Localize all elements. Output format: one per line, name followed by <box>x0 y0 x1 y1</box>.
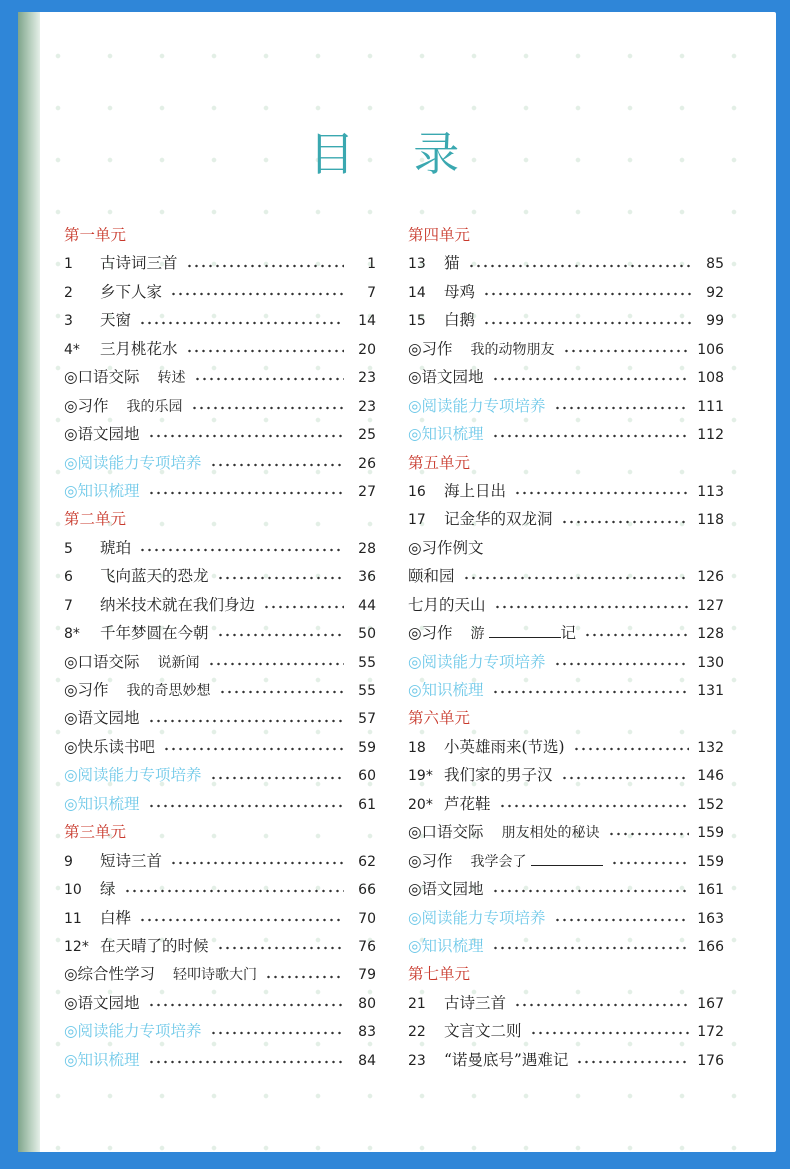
page-number: 84 <box>358 1052 376 1069</box>
page-number: 7 <box>367 284 376 301</box>
page-number: 159 <box>697 825 724 842</box>
entry-title: 芦花鞋 <box>444 794 491 813</box>
toc-entry[interactable] <box>408 591 724 619</box>
entry-subtitle: 转述 <box>157 370 186 387</box>
toc-entry[interactable] <box>408 306 724 334</box>
toc-entry[interactable] <box>64 306 376 334</box>
toc-entry[interactable] <box>64 960 376 988</box>
leader-dots <box>210 776 344 780</box>
page-number: 26 <box>358 455 376 472</box>
toc-special-entry[interactable] <box>408 420 724 448</box>
page-number: 112 <box>697 427 724 444</box>
toc-entry[interactable] <box>408 562 724 590</box>
entry-title: ◎快乐读书吧 <box>64 737 156 756</box>
entry-number: 7 <box>64 597 73 614</box>
entry-title: ◎习作 <box>64 396 109 415</box>
entry-subtitle: 我的动物朋友 <box>470 341 555 358</box>
entry-number: 22 <box>408 1024 426 1041</box>
entry-title: 颐和园 <box>408 567 455 586</box>
toc-entry[interactable] <box>408 875 724 903</box>
toc-special-entry[interactable] <box>64 477 376 505</box>
page-number: 99 <box>706 313 724 330</box>
page-number: 76 <box>358 938 376 955</box>
toc-entry[interactable] <box>408 477 724 505</box>
page-number: 163 <box>697 910 724 927</box>
page-number: 166 <box>697 938 724 955</box>
entry-title: ◎口语交际 <box>64 368 140 387</box>
toc-entry[interactable] <box>64 733 376 761</box>
leader-dots <box>148 719 344 723</box>
entry-number: 18 <box>408 739 426 756</box>
page-number: 152 <box>697 796 724 813</box>
unit-heading <box>408 704 724 732</box>
leader-dots <box>554 918 690 922</box>
leader-dots <box>554 406 690 410</box>
entry-number: 17 <box>408 512 426 529</box>
entry-title: ◎阅读能力专项培养 <box>64 766 202 785</box>
entry-number: 2 <box>64 284 73 301</box>
page-number: 132 <box>697 739 724 756</box>
page-number: 131 <box>697 683 724 699</box>
entry-title: ◎口语交际 <box>408 823 484 842</box>
toc-special-entry[interactable] <box>408 392 724 420</box>
entry-title: 七月的天山 <box>408 595 486 614</box>
page-number: 111 <box>697 398 724 415</box>
entry-title: ◎知识梳理 <box>64 481 140 500</box>
page-number: 59 <box>358 739 376 756</box>
toc-entry[interactable] <box>64 904 376 932</box>
page-number: 80 <box>358 995 376 1012</box>
page-number: 36 <box>358 569 376 586</box>
leader-dots <box>186 264 344 268</box>
entry-subtitle: 说新闻 <box>157 654 200 671</box>
toc-entry[interactable] <box>64 392 376 420</box>
page-number: 70 <box>358 910 376 927</box>
unit-title: 第五单元 <box>408 453 471 472</box>
page-number: 62 <box>358 853 376 870</box>
entry-subtitle-end: 记 <box>560 624 577 643</box>
page-number: 83 <box>358 1024 376 1041</box>
leader-dots <box>208 662 344 666</box>
leader-dots <box>263 605 344 609</box>
leader-dots <box>492 377 690 381</box>
leader-dots <box>492 690 690 694</box>
leader-dots <box>217 576 344 580</box>
toc-entry[interactable] <box>64 420 376 448</box>
leader-dots <box>499 804 690 808</box>
leader-dots <box>139 321 344 325</box>
page-number: 55 <box>358 654 376 671</box>
entry-title: ◎习作 <box>64 681 109 699</box>
toc-entry[interactable] <box>64 932 376 960</box>
leader-dots <box>584 633 689 637</box>
unit-title: 第三单元 <box>64 823 127 842</box>
entry-title: ◎习作 <box>408 339 453 358</box>
toc-special-entry[interactable] <box>408 932 724 960</box>
entry-title: 白鹅 <box>444 311 476 330</box>
toc-entry[interactable] <box>408 363 724 391</box>
unit-title: 第七单元 <box>408 965 471 984</box>
leader-dots <box>576 1060 689 1064</box>
leader-dots <box>148 491 344 495</box>
entry-number: 19* <box>408 768 433 785</box>
leader-dots <box>148 1060 344 1064</box>
leader-dots <box>492 946 690 950</box>
page-number: 25 <box>358 427 376 444</box>
entry-title: ◎语文园地 <box>408 880 484 899</box>
entry-title: 白桦 <box>100 908 132 927</box>
toc-entry[interactable] <box>64 704 376 732</box>
leader-dots <box>608 832 690 836</box>
leader-dots <box>170 292 344 296</box>
entry-title: ◎知识梳理 <box>64 1050 140 1069</box>
leader-dots <box>148 434 344 438</box>
entry-title: ◎知识梳理 <box>408 425 484 444</box>
entry-title: 飞向蓝天的恐龙 <box>100 567 209 586</box>
entry-title: 古诗三首 <box>444 993 507 1012</box>
entry-title: 记金华的双龙洞 <box>444 510 553 529</box>
leader-dots <box>139 918 344 922</box>
entry-title: ◎阅读能力专项培养 <box>408 652 546 671</box>
entry-number: 20* <box>408 796 433 813</box>
toc-entry[interactable] <box>408 249 724 277</box>
toc-entry[interactable] <box>64 676 376 704</box>
toc-entry[interactable] <box>64 278 376 306</box>
toc-special-entry[interactable] <box>408 904 724 932</box>
entry-title: ◎阅读能力专项培养 <box>408 396 546 415</box>
toc-entry[interactable] <box>408 989 724 1017</box>
toc-entry[interactable] <box>408 505 724 533</box>
entry-title: 海上日出 <box>444 481 507 500</box>
page-number: 61 <box>358 796 376 813</box>
entry-title: ◎语文园地 <box>64 709 140 728</box>
page-number: 127 <box>697 597 724 614</box>
page-number: 23 <box>358 370 376 387</box>
leader-dots <box>219 690 344 694</box>
leader-dots <box>210 1031 344 1035</box>
entry-number: 10 <box>64 882 82 899</box>
toc-entry[interactable] <box>408 534 724 562</box>
toc-right-column <box>408 221 724 1074</box>
entry-number: 5 <box>64 540 73 557</box>
leader-dots <box>494 605 690 609</box>
entry-subtitle: 朋友相处的秘诀 <box>501 825 600 842</box>
leader-dots <box>530 1031 690 1035</box>
toc-entry[interactable] <box>64 249 376 277</box>
toc-entry[interactable] <box>408 1017 724 1045</box>
entry-title: 在天晴了的时候 <box>100 936 209 955</box>
toc-entry[interactable] <box>408 790 724 818</box>
page-title: 目 录 <box>308 127 482 181</box>
entry-title: ◎综合性学习 <box>64 965 156 984</box>
leader-dots <box>139 548 344 552</box>
entry-title: ◎语文园地 <box>408 368 484 387</box>
leader-dots <box>514 1003 689 1007</box>
leader-dots <box>217 946 344 950</box>
page-number: 28 <box>358 540 376 557</box>
leader-dots <box>483 321 692 325</box>
leader-dots <box>561 520 690 524</box>
page-number: 161 <box>697 882 724 899</box>
entry-number: 16 <box>408 483 426 500</box>
leader-dots <box>463 576 690 580</box>
entry-title: 我们家的男子汉 <box>444 766 553 785</box>
page-number: 118 <box>697 512 724 529</box>
entry-title: 三月桃花水 <box>100 339 178 358</box>
toc-entry[interactable] <box>408 733 724 761</box>
entry-number: 4* <box>64 341 80 358</box>
entry-title: 小英雄雨来(节选) <box>444 737 565 756</box>
toc-entry[interactable] <box>64 648 376 676</box>
page-number: 172 <box>697 1024 724 1041</box>
entry-title: ◎阅读能力专项培养 <box>64 453 202 472</box>
leader-dots <box>186 349 344 353</box>
entry-title: “诺曼底号”遇难记 <box>444 1050 569 1069</box>
unit-heading <box>64 221 376 249</box>
toc-special-entry[interactable] <box>408 648 724 676</box>
unit-title: 第四单元 <box>408 226 471 244</box>
entry-subtitle: 游 <box>470 626 485 643</box>
entry-title: 古诗词三首 <box>100 254 178 273</box>
entry-title: ◎语文园地 <box>64 425 140 444</box>
entry-number: 21 <box>408 995 426 1012</box>
toc-entry[interactable] <box>408 278 724 306</box>
toc-entry[interactable] <box>64 562 376 590</box>
toc-entry[interactable] <box>64 591 376 619</box>
toc-entry[interactable] <box>408 847 724 875</box>
entry-number: 14 <box>408 284 426 301</box>
entry-title: ◎阅读能力专项培养 <box>64 1022 202 1041</box>
page-number: 66 <box>358 882 376 899</box>
entry-title: 文言文二则 <box>444 1022 522 1041</box>
entry-title: ◎习作 <box>408 624 453 643</box>
unit-heading <box>64 505 376 533</box>
entry-title: ◎知识梳理 <box>408 681 484 699</box>
entry-title: ◎知识梳理 <box>64 794 140 813</box>
leader-dots <box>210 463 344 467</box>
toc-special-entry[interactable] <box>64 1017 376 1045</box>
entry-title: ◎语文园地 <box>64 993 140 1012</box>
leader-dots <box>563 349 690 353</box>
entry-title: 乡下人家 <box>100 282 163 301</box>
page-number: 57 <box>358 711 376 728</box>
page-number: 130 <box>697 654 724 671</box>
toc-special-entry[interactable] <box>64 761 376 789</box>
entry-title: 千年梦圆在今朝 <box>100 624 209 643</box>
entry-title: ◎习作 <box>408 851 453 870</box>
entry-number: 15 <box>408 313 426 330</box>
page-number: 113 <box>697 483 724 500</box>
toc-entry[interactable] <box>408 619 724 647</box>
entry-title: ◎知识梳理 <box>408 936 484 955</box>
page-number: 44 <box>358 597 376 614</box>
entry-subtitle: 我的奇思妙想 <box>126 683 211 699</box>
unit-title: 第六单元 <box>408 709 471 728</box>
leader-dots <box>163 747 344 751</box>
toc-entry[interactable] <box>64 534 376 562</box>
toc-entry[interactable] <box>408 335 724 363</box>
page-number: 23 <box>358 398 376 415</box>
page-number: 108 <box>697 370 724 387</box>
page-number: 126 <box>697 569 724 586</box>
toc-special-entry[interactable] <box>408 676 724 704</box>
page-number: 55 <box>358 683 376 699</box>
page-number: 50 <box>358 626 376 643</box>
leader-dots <box>170 861 344 865</box>
toc-left-column <box>64 221 376 1074</box>
unit-heading <box>64 818 376 846</box>
entry-number: 6 <box>64 569 73 586</box>
entry-subtitle: 轻叩诗歌大门 <box>173 967 258 984</box>
entry-title: 琥珀 <box>100 538 132 557</box>
entry-title: 母鸡 <box>444 282 476 301</box>
leader-dots <box>148 1003 344 1007</box>
entry-title: 猫 <box>444 254 460 273</box>
page-number: 159 <box>697 853 724 870</box>
leader-dots <box>265 975 344 979</box>
leader-dots <box>554 662 690 666</box>
leader-dots <box>492 434 690 438</box>
leader-dots <box>514 491 689 495</box>
page-number: 85 <box>706 256 724 273</box>
unit-heading <box>408 960 724 988</box>
entry-title: 纳米技术就在我们身边 <box>100 595 256 614</box>
entry-title: ◎口语交际 <box>64 652 140 671</box>
page-number: 1 <box>367 256 376 273</box>
page-number: 176 <box>697 1052 724 1069</box>
entry-title: 绿 <box>100 880 116 899</box>
page-number: 60 <box>358 768 376 785</box>
toc-entry[interactable] <box>64 335 376 363</box>
entry-title: 天窗 <box>100 311 132 330</box>
entry-subtitle: 我学会了 <box>470 853 527 870</box>
page-number: 146 <box>697 768 724 785</box>
leader-dots <box>483 292 692 296</box>
leader-dots <box>191 406 344 410</box>
leader-dots <box>217 633 344 637</box>
toc-entry[interactable] <box>64 619 376 647</box>
page-number: 20 <box>358 341 376 358</box>
toc-entry[interactable] <box>64 875 376 903</box>
page-number: 128 <box>697 626 724 643</box>
toc-special-entry[interactable] <box>64 449 376 477</box>
entry-title: ◎阅读能力专项培养 <box>408 908 546 927</box>
unit-heading <box>408 449 724 477</box>
unit-title: 第一单元 <box>64 226 127 244</box>
fill-in-blank <box>531 851 603 866</box>
fill-in-blank <box>489 623 561 638</box>
leader-dots <box>561 776 690 780</box>
unit-title: 第二单元 <box>64 510 127 529</box>
entry-number: 1 <box>64 256 73 273</box>
toc-entry[interactable] <box>408 818 724 846</box>
entry-subtitle: 我的乐园 <box>126 398 183 415</box>
page-number: 106 <box>697 341 724 358</box>
entry-number: 13 <box>408 256 426 273</box>
toc-special-entry[interactable] <box>64 790 376 818</box>
toc-entry[interactable] <box>408 761 724 789</box>
entry-title: ◎习作例文 <box>408 538 484 557</box>
toc-entry[interactable] <box>408 1046 724 1074</box>
entry-number: 9 <box>64 853 73 870</box>
leader-dots <box>194 377 344 381</box>
leader-dots <box>468 264 692 268</box>
leader-dots <box>492 889 690 893</box>
toc-entry[interactable] <box>64 989 376 1017</box>
leader-dots <box>611 861 690 865</box>
page-number: 92 <box>706 284 724 301</box>
entry-number: 11 <box>64 910 82 927</box>
entry-number: 8* <box>64 626 80 643</box>
leader-dots <box>148 804 344 808</box>
toc-entry[interactable] <box>64 847 376 875</box>
entry-number: 23 <box>408 1052 426 1069</box>
entry-title: 短诗三首 <box>100 851 163 870</box>
page-number: 79 <box>358 967 376 984</box>
toc-special-entry[interactable] <box>64 1046 376 1074</box>
toc-entry[interactable] <box>64 363 376 391</box>
page-number: 27 <box>358 483 376 500</box>
page-number: 167 <box>697 995 724 1012</box>
leader-dots <box>573 747 690 751</box>
page-number: 14 <box>358 313 376 330</box>
unit-heading <box>408 221 724 249</box>
entry-number: 12* <box>64 938 89 955</box>
entry-number: 3 <box>64 313 73 330</box>
leader-dots <box>124 889 344 893</box>
